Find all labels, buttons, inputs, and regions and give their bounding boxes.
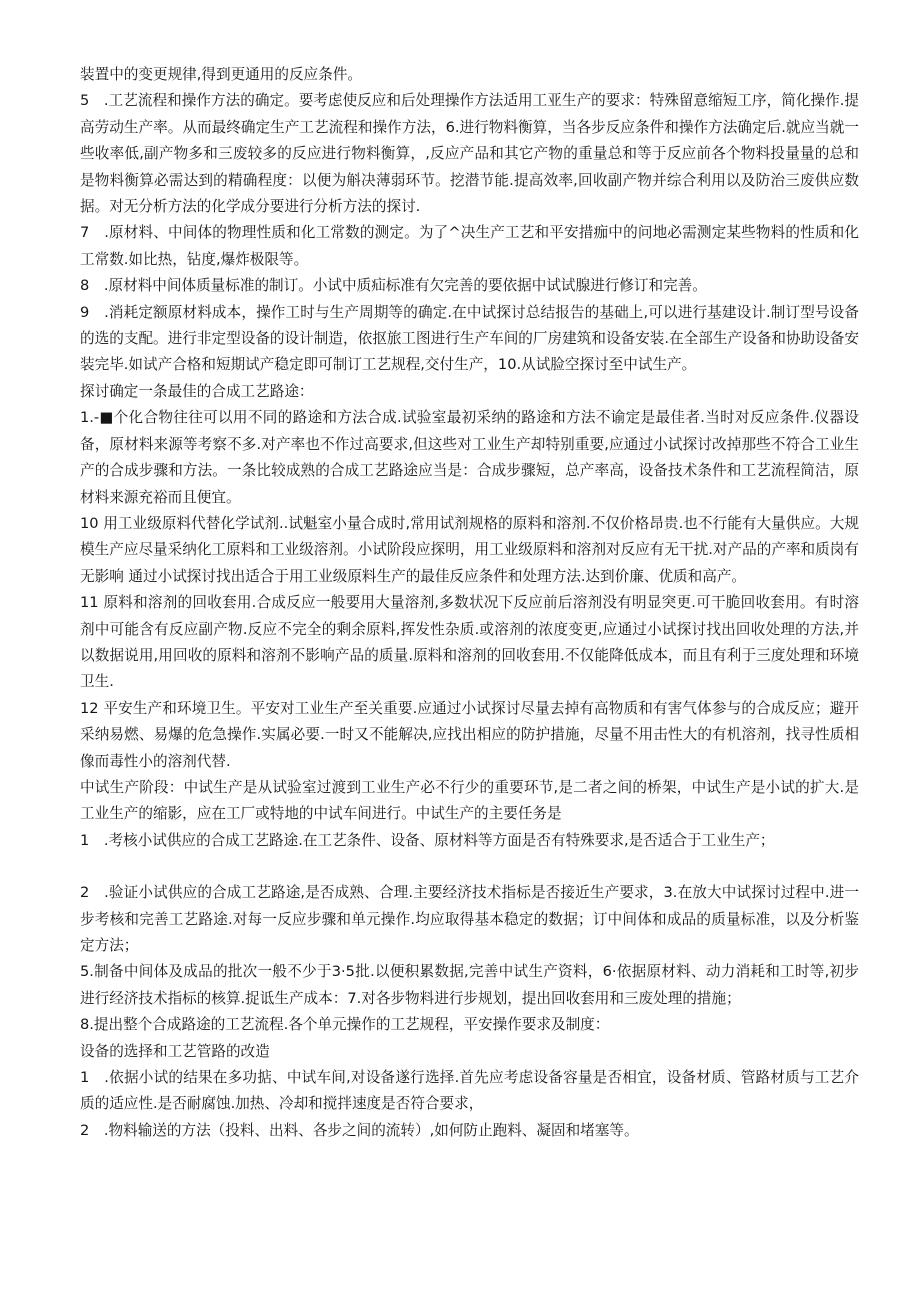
paragraph-equipment-1: 1 .依据小试的结果在多功掂、中试车间,对设备遂行选择.首先应考虑设备容量是否相宜，设备材质、管路材质与工艺介质的适应性.是否耐腐蚀.加热、冷却和搅拌速度是否符合要求， bbox=[80, 1069, 859, 1113]
paragraph-pilot-stage: 中试生产阶段：中试生产是从试验室过渡到工业生产必不行少的重要环节,是二者之间的桥架，中试生产是小试的扩大.是工业生产的缩影，应在工厂或特地的中试车间进行。中试生产的主要任务是 bbox=[80, 778, 859, 823]
paragraph-pilot-1: 1 .考核小试供应的合成工艺路途.在工艺条件、设备、原材料等方面是否有特殊要求,是否适合于工业生产； bbox=[80, 831, 775, 849]
paragraph-pilot-8: 8.提出整个合成路途的工艺流程.各个单元操作的工艺规程，平安操作要求及制度： bbox=[80, 1016, 610, 1034]
paragraph-route-11: 11 原料和溶剂的回收套用.合成反应一般要用大量溶剂,多数状况下反应前后溶剂没有明显突更.可干脆回收套用。有时溶剂中可能含有反应副产物.反应不完全的剩余原料,挥发性杂质.或溶剂的浓度变更,应通过小试探讨找出回收处理的方法,并以数据说用,用回收的原料和溶剂不影响产品的质量.原料和溶剂的回收套用.不仅能降低成本，而且有利于三度处理和环境卫生. bbox=[80, 594, 859, 691]
paragraph-item-8: 8 .原材料中间体质量标准的制订。小试中质疝标准有欠完善的要依据中试试腺进行修订和完善。 bbox=[80, 277, 707, 295]
paragraph-intro: 装置中的变更规律,得到更通用的反应条件。 bbox=[80, 66, 362, 83]
paragraph-route-12: 12 平安生产和环境卫生。平安对工业生产至关重要.应通过小试探讨尽量去掉有高物质和有害气体参与的合成反应；避开采纳易燃、易爆的危急操作.实属必要.一时又不能解决,应找出相应的防护措施，尽量不用击性大的有机溶剂，找寻性质相像而毒性小的溶剂代替. bbox=[80, 699, 859, 770]
paragraph-pilot-2: 2 .验证小试供应的合成工艺路途,是否成熟、合理.主要经济技术指标是否接近生产要求，3.在放大中试探讨过程中.进一步考核和完善工艺路途.对每一反应步骤和单元操作.均应取得基本稳定的数据；订中间体和成品的质量标准，以及分析鉴定方法； bbox=[80, 884, 859, 954]
paragraph-equipment-2: 2 .物料输送的方法（投料、出料、各步之间的流转）,如何防止跑料、凝固和堵塞等。 bbox=[80, 1121, 639, 1139]
paragraph-item-9: 9 .消耗定额原材料成本，操作工时与生产周期等的确定.在中试探讨总结报告的基础上,可以进行基建设计.制订型号设备的选的支配。进行非定型设备的设计制造，依抠旅工图进行生产车间的厂房建筑和设备安装.在全部生产设备和协助设备安装完毕.如试产合格和短期试产稳定即可制订工艺规程,交付生产，10.从试脸空探讨至中试生产。 bbox=[80, 303, 859, 374]
paragraph-pilot-5: 5.制备中间体及成品的批次一般不少于3·5批.以便积累数据,完善中试生产资料，6·依据原材料、动力消耗和工时等,初步进行经济技术指标的核算.捉诋生产成本：7.对各步物料进行步规划，提出回收套用和三废处理的措施； bbox=[80, 963, 859, 1007]
paragraph-item-5: 5 .工艺流程和操作方法的确定。要考虑使反应和后处理操作方法适用工亚生产的要求：特殊留意缩短工序，简化操作.提高劳动生产率。从而最终确定生产工艺流程和操作方法，6.进行物料衡算，当各步反应条件和操作方法确定后.就应当就一些收率低,副产物多和三废较多的反应进行物料衡算，,反应产品和其它产物的重量总和等于反应前各个物料投量量的总和是物料衡算必需达到的精确程度：以便为斛决薄弱环节。挖潜节能.提高效率,回收副产物并综合利用以及防治三废供应数据。对无分析方法的化学成分要进行分析方法的探讨. bbox=[80, 92, 859, 216]
section-heading-equipment: 设备的选择和工艺管路的改造 bbox=[80, 1042, 270, 1060]
section-heading-route: 探讨确定一条最佳的合成工艺路途： bbox=[80, 382, 314, 400]
paragraph-route-1: 1.-■个化合物往往可以用不同的路途和方法合成.试验室最初采纳的路途和方法不谕定是最佳者.当时对反应条件.仪器设备，原材料来源等考察不多.对产率也不作过高要求,但这些对工业生产却特别重要,应通过小试探讨改掉那些不符合工业生产的合成步骤和方法。一条比较成熟的合成工艺路途应当是：合成步骤短，总产率高，设备技术条件和工艺流程简洁，原材料来源充裕而且便宜。 bbox=[80, 409, 859, 506]
document-body bbox=[80, 62, 859, 1144]
paragraph-item-7: 7 .原材料、中间体的物理性质和化工常数的测定。为了^决生产工艺和平安措痂中的问地必需测定某些物料的性质和化工常数.如比热，钻度,爆炸极限等。 bbox=[80, 224, 859, 268]
paragraph-route-10: 10 用工业级原料代替化学试剂..试魁室小量合成时,常用试剂规格的原料和溶剂.不仅价格昂贵.也不行能有大量供应。大规模生产应尽量采纳化工原料和工业级溶剂。小试阶段应探明，用工业级原料和溶剂对反应有无干扰.对产品的产率和质岗有无影响 通过小试探讨找出适合于用工业级原料生产的最佳反应条件和处理方法.达到价廉、优质和高产。 bbox=[80, 514, 859, 585]
